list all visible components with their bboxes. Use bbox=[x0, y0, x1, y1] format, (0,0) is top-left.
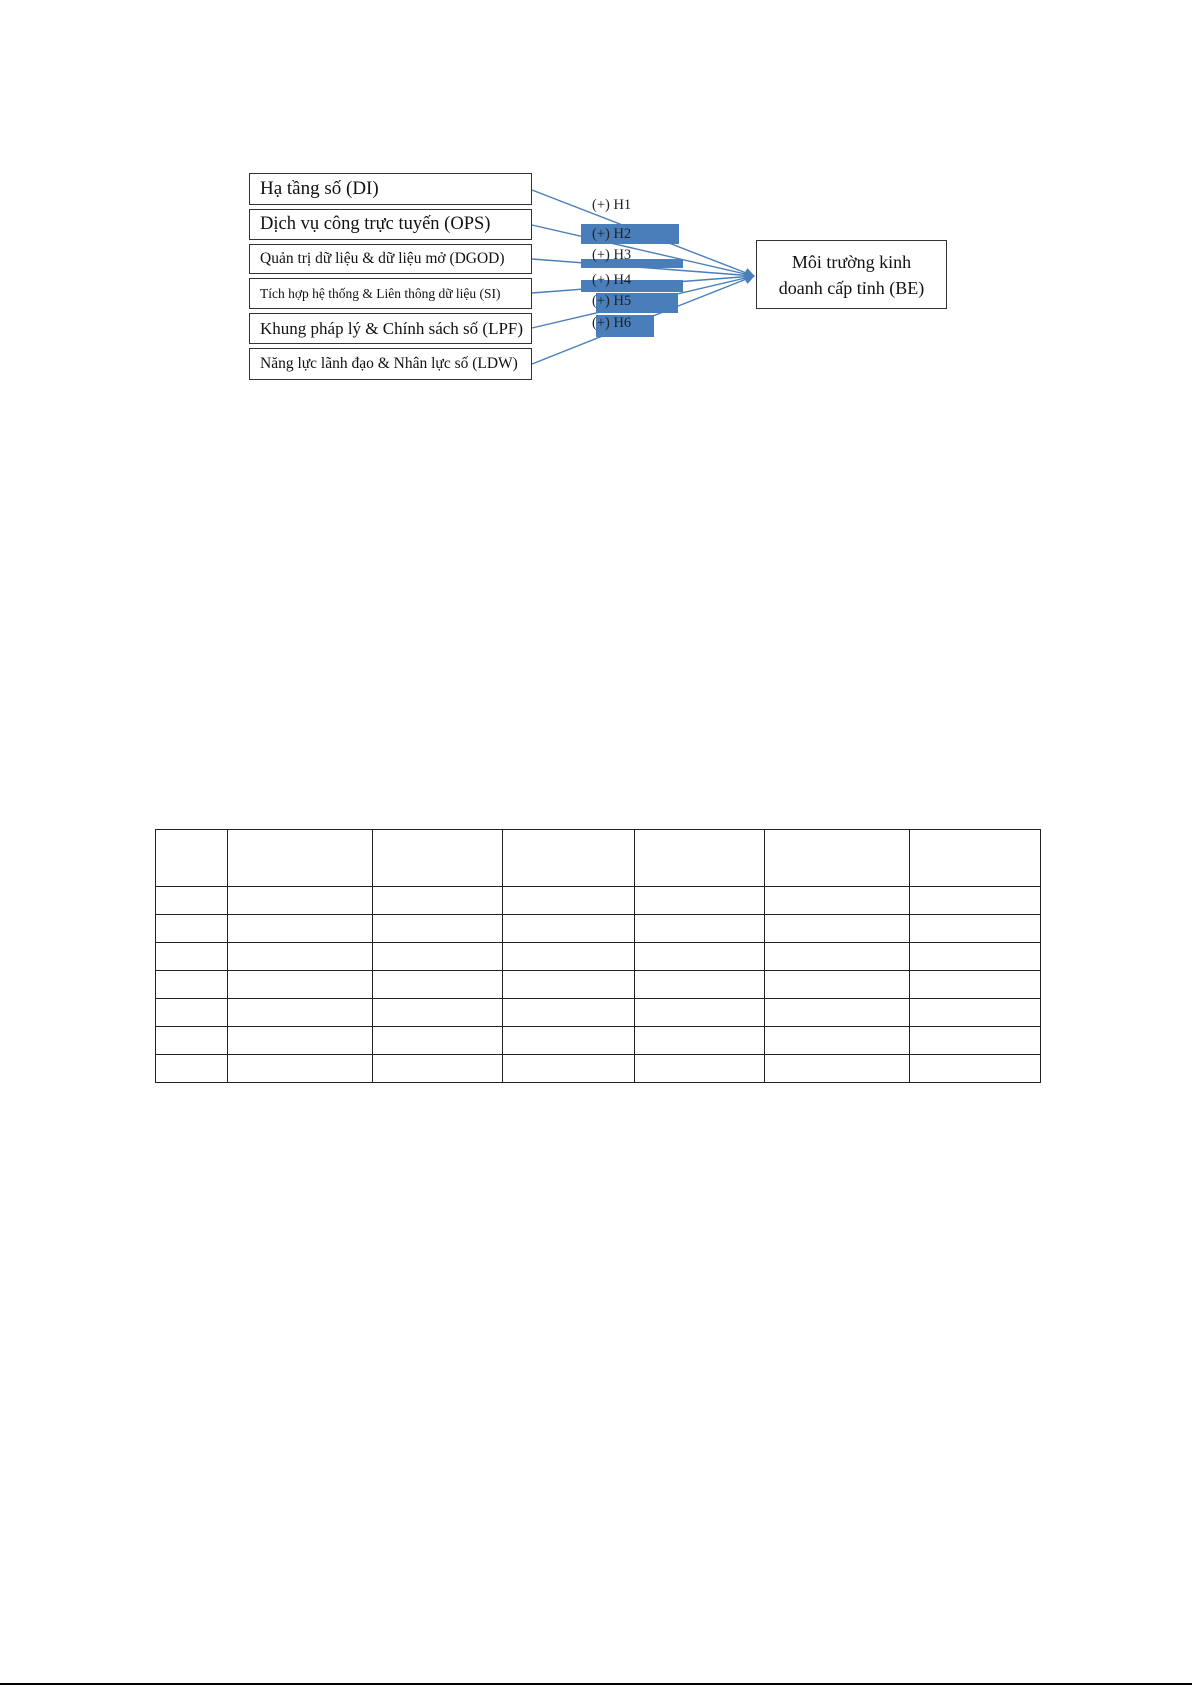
table-cell bbox=[634, 887, 764, 915]
outcome-box-be bbox=[756, 240, 947, 309]
table-cell bbox=[156, 830, 228, 887]
table-cell bbox=[909, 971, 1040, 999]
table-cell bbox=[503, 915, 634, 943]
table-cell bbox=[156, 915, 228, 943]
table-cell bbox=[764, 1027, 909, 1055]
outcome-line-2: doanh cấp tỉnh (BE) bbox=[778, 277, 925, 298]
outcome-line-1: Môi trường kinh bbox=[791, 251, 912, 272]
research-model-diagram bbox=[0, 0, 1192, 700]
table-cell bbox=[634, 830, 764, 887]
table-cell bbox=[764, 915, 909, 943]
hypothesis-label-h3: (+) H3 bbox=[592, 247, 632, 263]
table-cell bbox=[634, 1027, 764, 1055]
hypothesis-label-h5: (+) H5 bbox=[592, 293, 632, 309]
table-cell bbox=[909, 999, 1040, 1027]
table-cell bbox=[373, 830, 503, 887]
factor-box-si bbox=[249, 278, 532, 309]
table-cell bbox=[764, 887, 909, 915]
factor-label: Khung pháp lý & Chính sách số (LPF) bbox=[260, 318, 524, 338]
table-cell bbox=[373, 943, 503, 971]
table-cell bbox=[373, 999, 503, 1027]
hypothesis-label-h1: (+) H1 bbox=[592, 197, 632, 213]
table-cell bbox=[228, 830, 373, 887]
table-cell bbox=[503, 971, 634, 999]
empty-table bbox=[155, 829, 1041, 1083]
table-cell bbox=[764, 971, 909, 999]
table-row bbox=[156, 915, 1041, 943]
table-cell bbox=[909, 915, 1040, 943]
table-header-row bbox=[156, 830, 1041, 887]
table-cell bbox=[764, 1055, 909, 1083]
table-cell bbox=[228, 943, 373, 971]
table-cell bbox=[156, 999, 228, 1027]
factor-label: Tích hợp hệ thống & Liên thông dữ liệu (SI) bbox=[260, 285, 501, 301]
factor-label: Quản trị dữ liệu & dữ liệu mở (DGOD) bbox=[260, 250, 505, 267]
hypothesis-arrows bbox=[532, 190, 754, 364]
factor-label: Năng lực lãnh đạo & Nhân lực số (LDW) bbox=[260, 355, 518, 372]
table-cell bbox=[373, 971, 503, 999]
table-cell bbox=[228, 915, 373, 943]
table-cell bbox=[909, 1027, 1040, 1055]
table-cell bbox=[373, 1027, 503, 1055]
table-cell bbox=[228, 887, 373, 915]
factor-box-dgod bbox=[249, 244, 532, 274]
table-cell bbox=[373, 887, 503, 915]
table-row bbox=[156, 887, 1041, 915]
table-cell bbox=[634, 999, 764, 1027]
table-cell bbox=[373, 1055, 503, 1083]
hypothesis-label-h4: (+) H4 bbox=[592, 272, 632, 288]
table-cell bbox=[503, 1027, 634, 1055]
factor-box-di bbox=[249, 173, 532, 205]
table-cell bbox=[503, 943, 634, 971]
table-row bbox=[156, 1055, 1041, 1083]
factor-label: Hạ tầng số (DI) bbox=[260, 178, 379, 199]
table-cell bbox=[634, 1055, 764, 1083]
table-cell bbox=[634, 971, 764, 999]
outcome-label bbox=[779, 249, 924, 301]
table-cell bbox=[503, 1055, 634, 1083]
table-cell bbox=[503, 999, 634, 1027]
table-cell bbox=[909, 887, 1040, 915]
table-cell bbox=[909, 1055, 1040, 1083]
table-cell bbox=[228, 971, 373, 999]
hypothesis-label-h2: (+) H2 bbox=[592, 226, 632, 242]
table-cell bbox=[156, 971, 228, 999]
factor-box-ldw bbox=[249, 348, 532, 380]
table-cell bbox=[373, 915, 503, 943]
factor-box-lpf bbox=[249, 313, 532, 344]
table-cell bbox=[156, 943, 228, 971]
table-row bbox=[156, 971, 1041, 999]
table-cell bbox=[909, 943, 1040, 971]
table-cell bbox=[228, 1055, 373, 1083]
table-cell bbox=[764, 830, 909, 887]
table-cell bbox=[503, 830, 634, 887]
factor-label: Dịch vụ công trực tuyến (OPS) bbox=[260, 214, 491, 234]
hypothesis-label-h6: (+) H6 bbox=[592, 315, 632, 331]
table-cell bbox=[156, 887, 228, 915]
table-row bbox=[156, 1027, 1041, 1055]
table-cell bbox=[764, 999, 909, 1027]
table-cell bbox=[634, 915, 764, 943]
table-row bbox=[156, 999, 1041, 1027]
table-cell bbox=[228, 1027, 373, 1055]
table-cell bbox=[909, 830, 1040, 887]
table-row bbox=[156, 943, 1041, 971]
table-cell bbox=[764, 943, 909, 971]
table-cell bbox=[228, 999, 373, 1027]
table-cell bbox=[634, 943, 764, 971]
factor-box-ops bbox=[249, 209, 532, 240]
table-cell bbox=[156, 1055, 228, 1083]
table-cell bbox=[503, 887, 634, 915]
table-cell bbox=[156, 1027, 228, 1055]
